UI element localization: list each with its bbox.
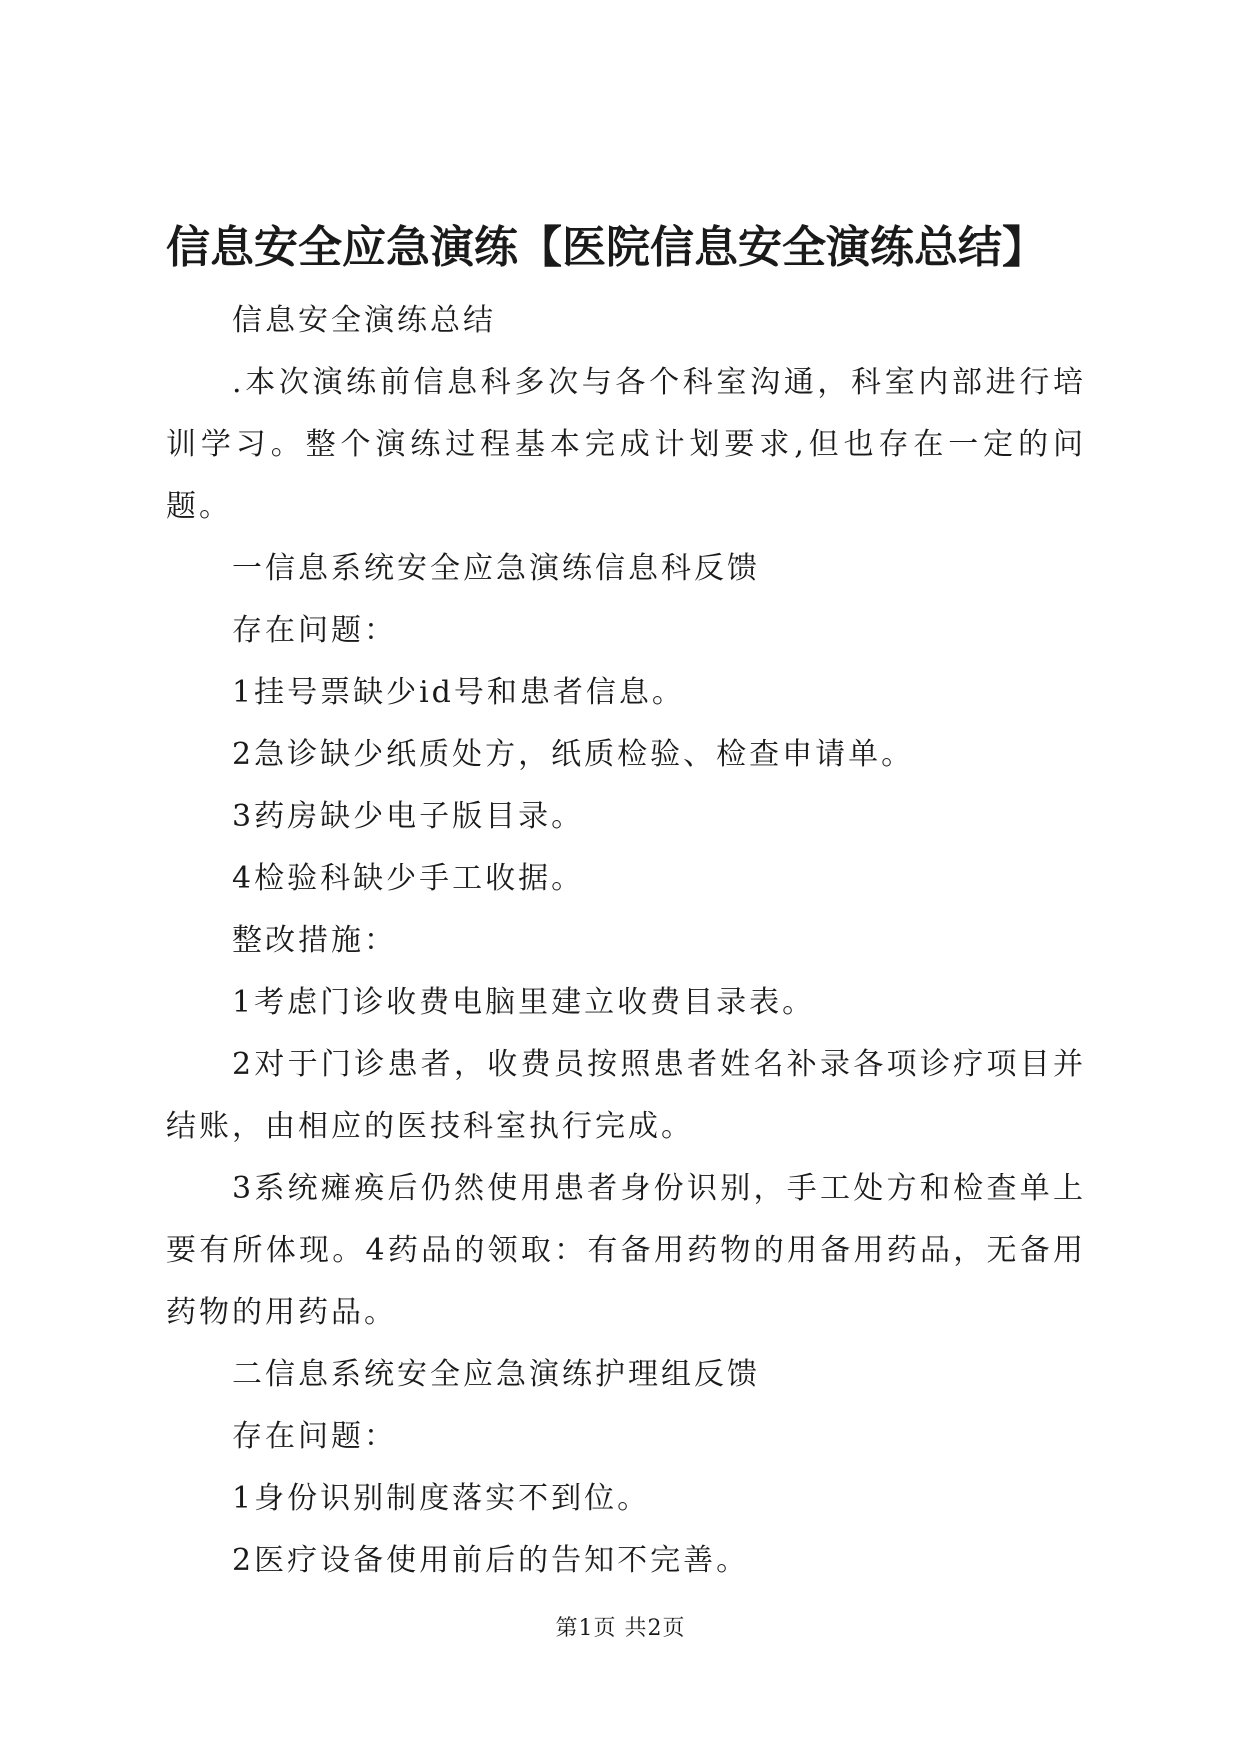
page-number-footer: 第1页 共2页 [555,1616,686,1641]
section-heading: 二信息系统安全应急演练护理组反馈 [232,1357,760,1392]
paragraph: 信息安全演练总结 [232,303,496,338]
list-item: 3系统瘫痪后仍然使用患者身份识别，手工处方和检查单上要有所体现。4药品的领取：有备用药物的用备用药品，无备用药物的用药品。 [166,1171,1086,1330]
document-body [166,290,1086,1592]
document-title: 信息安全应急演练【医院信息安全演练总结】 [166,222,1046,273]
list-item: 1身份识别制度落实不到位。 [232,1481,651,1516]
list-item: 1挂号票缺少id号和患者信息。 [232,675,685,710]
section-heading: 一信息系统安全应急演练信息科反馈 [232,551,760,586]
list-item: 2急诊缺少纸质处方，纸质检验、检查申请单。 [232,737,915,772]
list-item: 2医疗设备使用前后的告知不完善。 [232,1543,750,1578]
subsection-label: 存在问题： [232,613,397,648]
list-item: 4检验科缺少手工收据。 [232,861,585,896]
list-item: 1考虑门诊收费电脑里建立收费目录表。 [232,985,816,1020]
paragraph: .本次演练前信息科多次与各个科室沟通，科室内部进行培训学习。整个演练过程基本完成计划要求,但也存在一定的问题。 [166,365,1086,524]
subsection-label: 整改措施： [232,923,397,958]
list-item: 3药房缺少电子版目录。 [232,799,585,834]
subsection-label: 存在问题： [232,1419,397,1454]
list-item: 2对于门诊患者，收费员按照患者姓名补录各项诊疗项目并结账，由相应的医技科室执行完成。 [166,1047,1086,1144]
